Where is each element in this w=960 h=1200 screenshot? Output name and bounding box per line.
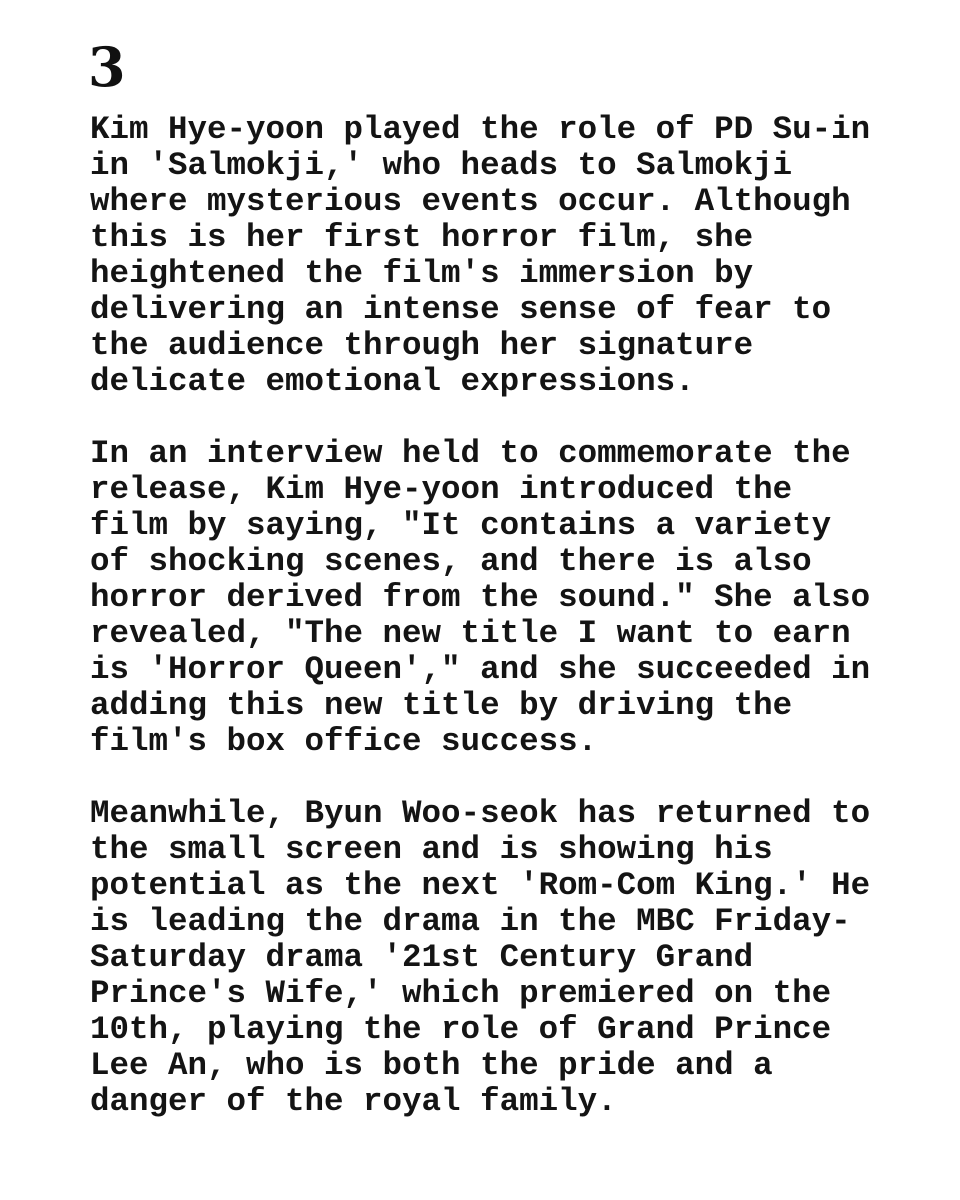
paragraph-byun-woo-seok: [90, 796, 920, 1120]
text-line: delivering an intense sense of fear to: [90, 291, 832, 328]
text-line: Kim Hye-yoon played the role of PD Su-in: [90, 111, 871, 148]
text-line: the audience through her signature: [90, 327, 754, 364]
paragraph-interview: [90, 436, 920, 760]
text-line: Saturday drama '21st Century Grand: [90, 939, 754, 976]
paragraph-salmokji-role: [90, 112, 920, 400]
text-line: Meanwhile, Byun Woo-seok has returned to: [90, 795, 871, 832]
text-line: Prince's Wife,' which premiered on the: [90, 975, 832, 1012]
article-body: [90, 112, 920, 1120]
text-line: delicate emotional expressions.: [90, 363, 695, 400]
text-line: where mysterious events occur. Although: [90, 183, 851, 220]
text-line: this is her first horror film, she: [90, 219, 754, 256]
text-line: release, Kim Hye-yoon introduced the: [90, 471, 793, 508]
text-line: of shocking scenes, and there is also: [90, 543, 812, 580]
text-line: danger of the royal family.: [90, 1083, 617, 1120]
text-line: adding this new title by driving the: [90, 687, 793, 724]
page-number: 3: [88, 35, 126, 99]
text-line: potential as the next 'Rom-Com King.' He: [90, 867, 871, 904]
text-line: revealed, "The new title I want to earn: [90, 615, 851, 652]
text-line: is 'Horror Queen'," and she succeeded in: [90, 651, 871, 688]
text-line: horror derived from the sound." She also: [90, 579, 871, 616]
text-line: film by saying, "It contains a variety: [90, 507, 832, 544]
text-line: 10th, playing the role of Grand Prince: [90, 1011, 832, 1048]
text-line: is leading the drama in the MBC Friday-: [90, 903, 851, 940]
text-line: film's box office success.: [90, 723, 598, 760]
text-line: In an interview held to commemorate the: [90, 435, 851, 472]
text-line: heightened the film's immersion by: [90, 255, 754, 292]
text-line: Lee An, who is both the pride and a: [90, 1047, 773, 1084]
text-line: in 'Salmokji,' who heads to Salmokji: [90, 147, 793, 184]
text-line: the small screen and is showing his: [90, 831, 773, 868]
